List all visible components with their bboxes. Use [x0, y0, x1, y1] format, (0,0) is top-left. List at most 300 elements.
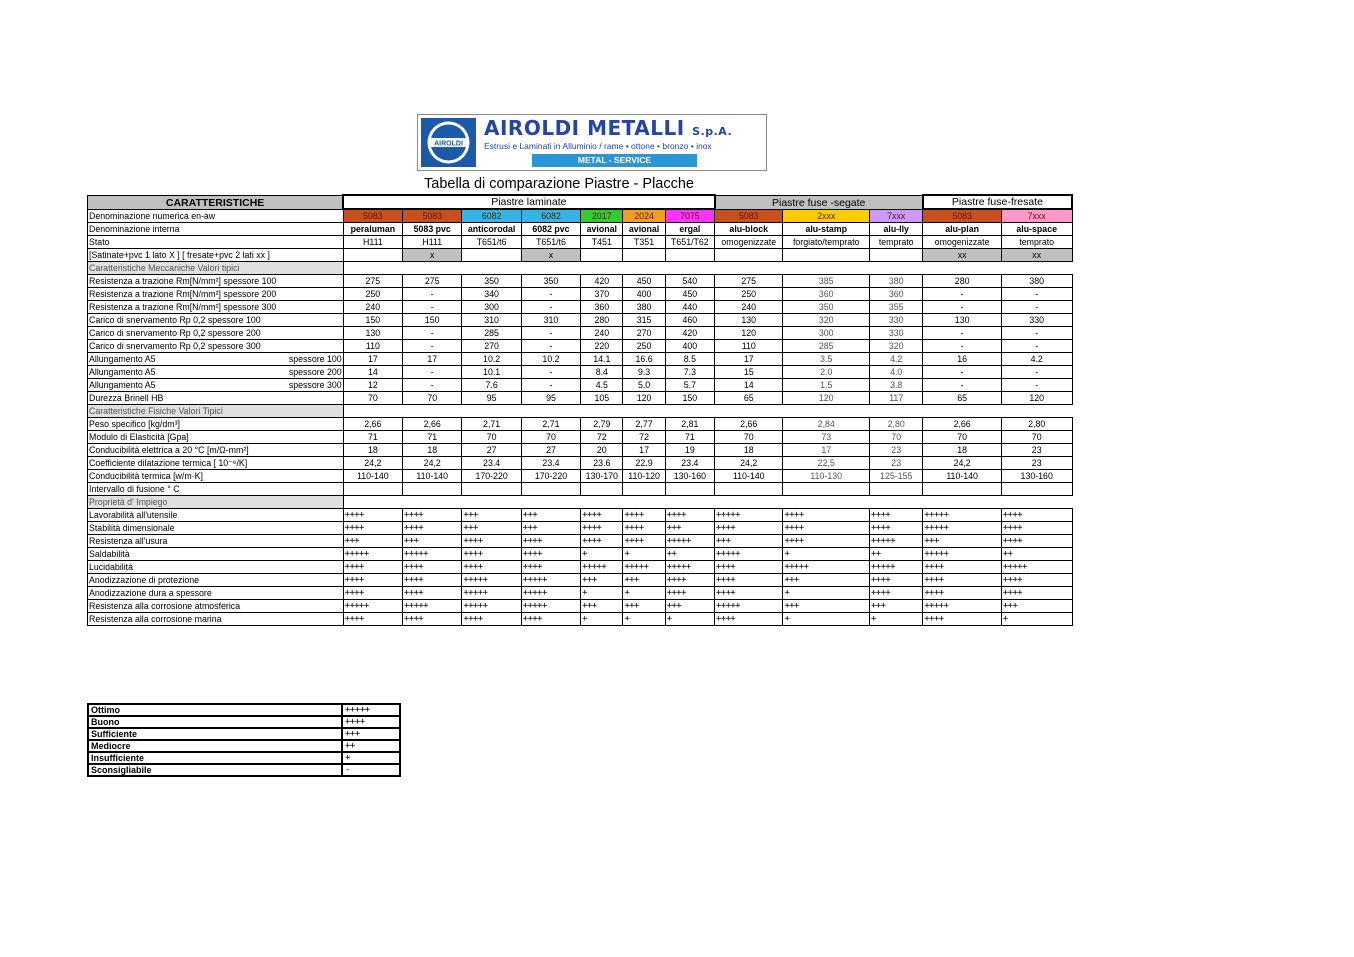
row-label: [88, 431, 344, 444]
cell-fusione-5: [623, 483, 665, 496]
cell-brinell-5: 120: [623, 392, 665, 405]
legend-value: +++++: [342, 704, 400, 716]
logo-emblem-icon: [421, 118, 476, 167]
cell-all100-3: 10.2: [521, 353, 580, 366]
cell-peso-2: 2,71: [462, 418, 521, 431]
cell-corr_a-6: +++: [665, 600, 714, 613]
cell-rm200-1: -: [403, 288, 462, 301]
row-label: [88, 535, 344, 548]
cell-denom_int-0: peraluman: [343, 223, 402, 236]
cell-rp300-2: 270: [462, 340, 521, 353]
cell-peso-9: 2,80: [870, 418, 923, 431]
cell-cond_t-5: 110-120: [623, 470, 665, 483]
row-label-text: Anodizzazione di protezione: [89, 575, 200, 585]
row-label: [88, 314, 344, 327]
cell-cond_t-7: 110-140: [715, 470, 783, 483]
row-label: [88, 470, 344, 483]
cell-satinate-6: [665, 249, 714, 262]
section-label: Caratteristiche Meccaniche Valori tipici: [88, 262, 344, 275]
row-label-text: Peso specifico [kg/dm³]: [89, 419, 180, 429]
cell-sald-7: +++++: [715, 548, 783, 561]
cell-anod_p-11: ++++: [1001, 574, 1072, 587]
cell-rm300-9: 355: [870, 301, 923, 314]
page-title: Tabella di comparazione Piastre - Placche: [424, 176, 694, 192]
cell-usura-9: +++++: [870, 535, 923, 548]
cell-anod_d-2: +++++: [462, 587, 521, 600]
cell-usura-3: ++++: [521, 535, 580, 548]
row-label-text: Lavorabilità all'utensile: [89, 510, 178, 520]
cell-anod_d-0: ++++: [343, 587, 402, 600]
cell-peso-4: 2,79: [581, 418, 623, 431]
cell-rm300-4: 360: [581, 301, 623, 314]
cell-usura-7: +++: [715, 535, 783, 548]
cell-rm200-8: 360: [783, 288, 870, 301]
cell-brinell-2: 95: [462, 392, 521, 405]
cell-dilat-0: 24,2: [343, 457, 402, 470]
cell-anod_d-5: +: [623, 587, 665, 600]
row-stato: [88, 236, 1073, 249]
row-dilat: [88, 457, 1073, 470]
cell-brinell-6: 150: [665, 392, 714, 405]
cell-rm300-11: -: [1001, 301, 1072, 314]
row-label: [88, 366, 344, 379]
logo-company-name: AIROLDI METALLI S.p.A.: [484, 116, 733, 140]
cell-denom_int-6: ergal: [665, 223, 714, 236]
cell-rm100-10: 280: [923, 275, 1002, 288]
cell-anod_p-0: ++++: [343, 574, 402, 587]
cell-stato-7: omogenizzate: [715, 236, 783, 249]
cell-fusione-3: [521, 483, 580, 496]
cell-stato-2: T651/t6: [462, 236, 521, 249]
cell-dilat-8: 22,5: [783, 457, 870, 470]
cell-rp300-8: 285: [783, 340, 870, 353]
row-label-text: Conducibilità termica [w/m·K]: [89, 471, 203, 481]
cell-anod_d-1: ++++: [403, 587, 462, 600]
cell-corr_m-9: +: [870, 613, 923, 626]
cell-rm200-0: 250: [343, 288, 402, 301]
cell-satinate-4: [581, 249, 623, 262]
cell-usura-0: +++: [343, 535, 402, 548]
cell-stato-3: T651/t6: [521, 236, 580, 249]
cell-brinell-10: 65: [923, 392, 1002, 405]
cell-rp100-7: 130: [715, 314, 783, 327]
cell-cond_t-1: 110-140: [403, 470, 462, 483]
row-corr_a: [88, 600, 1073, 613]
cell-denom_int-7: alu-block: [715, 223, 783, 236]
row-label-text: Carico di snervamento Rp 0,2 spessore 100: [89, 315, 261, 325]
cell-dilat-3: 23.4: [521, 457, 580, 470]
cell-corr_a-11: +++: [1001, 600, 1072, 613]
cell-fusione-9: [870, 483, 923, 496]
cell-rp100-3: 310: [521, 314, 580, 327]
cell-usura-5: ++++: [623, 535, 665, 548]
cell-rp100-11: 330: [1001, 314, 1072, 327]
cell-all100-1: 17: [403, 353, 462, 366]
header-caratteristiche: CARATTERISTICHE: [88, 195, 344, 209]
section-label: Proprietà d' Impiego: [88, 496, 344, 509]
cell-cond_t-6: 130-160: [665, 470, 714, 483]
cell-rp200-2: 285: [462, 327, 521, 340]
cell-modulo-3: 70: [521, 431, 580, 444]
cell-cond_t-11: 130-160: [1001, 470, 1072, 483]
row-label: [88, 418, 344, 431]
cell-usura-6: +++++: [665, 535, 714, 548]
row-label: [88, 613, 344, 626]
cell-rp100-10: 130: [923, 314, 1002, 327]
cell-denom_int-8: alu-stamp: [783, 223, 870, 236]
cell-corr_m-4: +: [581, 613, 623, 626]
cell-all300-2: 7.6: [462, 379, 521, 392]
cell-peso-1: 2,66: [403, 418, 462, 431]
cell-peso-8: 2,84: [783, 418, 870, 431]
cell-anod_p-8: +++: [783, 574, 870, 587]
row-corr_m: [88, 613, 1073, 626]
cell-dilat-5: 22.9: [623, 457, 665, 470]
cell-brinell-9: 117: [870, 392, 923, 405]
cell-cond_t-0: 110-140: [343, 470, 402, 483]
cell-cond_t-3: 170-220: [521, 470, 580, 483]
cell-denom_int-5: avional: [623, 223, 665, 236]
cell-modulo-8: 73: [783, 431, 870, 444]
cell-rm100-5: 450: [623, 275, 665, 288]
cell-all100-8: 3.5: [783, 353, 870, 366]
cell-satinate-5: [623, 249, 665, 262]
cell-dilat-11: 23: [1001, 457, 1072, 470]
cell-lucid-11: +++++: [1001, 561, 1072, 574]
cell-rm200-5: 400: [623, 288, 665, 301]
row-denom_int: [88, 223, 1073, 236]
cell-anod_d-10: ++++: [923, 587, 1002, 600]
cell-modulo-4: 72: [581, 431, 623, 444]
row-label: [88, 548, 344, 561]
cell-rm300-5: 380: [623, 301, 665, 314]
row-label-text: Denominazione numerica en-aw: [89, 210, 216, 221]
row-rp200: [88, 327, 1073, 340]
cell-all300-7: 14: [715, 379, 783, 392]
cell-corr_m-3: ++++: [521, 613, 580, 626]
cell-rm200-2: 340: [462, 288, 521, 301]
legend-row: [88, 716, 400, 728]
section-spacer: [343, 405, 1072, 418]
header-group-fuse-segate: Piastre fuse -segate: [715, 195, 923, 209]
cell-rm300-7: 240: [715, 301, 783, 314]
cell-lucid-2: ++++: [462, 561, 521, 574]
row-cond_t: [88, 470, 1073, 483]
cell-cond_t-9: 125-155: [870, 470, 923, 483]
cell-stato-0: H111: [343, 236, 402, 249]
cell-corr_m-6: +: [665, 613, 714, 626]
cell-rp300-1: -: [403, 340, 462, 353]
cell-denom_num-7: 5083: [715, 209, 783, 223]
row-modulo: [88, 431, 1073, 444]
cell-all200-0: 14: [343, 366, 402, 379]
row-label-text: Allungamento A5: [89, 367, 156, 377]
row-rm100: [88, 275, 1073, 288]
cell-cond_el-6: 19: [665, 444, 714, 457]
cell-stab-0: ++++: [343, 522, 402, 535]
cell-lav-8: ++++: [783, 509, 870, 522]
row-anod_d: [88, 587, 1073, 600]
cell-all200-3: -: [521, 366, 580, 379]
row-label-text: Allungamento A5: [89, 380, 156, 390]
cell-modulo-5: 72: [623, 431, 665, 444]
cell-rm300-3: -: [521, 301, 580, 314]
row-label: [88, 457, 344, 470]
cell-usura-1: +++: [403, 535, 462, 548]
cell-cond_t-10: 110-140: [923, 470, 1002, 483]
cell-lucid-9: +++++: [870, 561, 923, 574]
cell-lucid-5: +++++: [623, 561, 665, 574]
legend-row: [88, 704, 400, 716]
row-label: [88, 340, 344, 353]
cell-usura-11: ++++: [1001, 535, 1072, 548]
logo-mark-text: AIROLDI: [434, 140, 463, 148]
cell-all100-2: 10.2: [462, 353, 521, 366]
cell-dilat-7: 24,2: [715, 457, 783, 470]
row-cond_el: [88, 444, 1073, 457]
legend-label: Sufficiente: [88, 728, 342, 740]
cell-fusione-2: [462, 483, 521, 496]
cell-rp300-9: 320: [870, 340, 923, 353]
cell-anod_d-4: +: [581, 587, 623, 600]
row-label: [88, 301, 344, 314]
cell-brinell-8: 120: [783, 392, 870, 405]
cell-rp200-1: -: [403, 327, 462, 340]
cell-denom_num-8: 2xxx: [783, 209, 870, 223]
cell-all200-11: -: [1001, 366, 1072, 379]
cell-all100-0: 17: [343, 353, 402, 366]
cell-dilat-1: 24,2: [403, 457, 462, 470]
cell-rp100-8: 320: [783, 314, 870, 327]
cell-rp200-4: 240: [581, 327, 623, 340]
row-label: [88, 483, 344, 496]
cell-cond_el-0: 18: [343, 444, 402, 457]
cell-stab-4: ++++: [581, 522, 623, 535]
cell-lav-10: +++++: [923, 509, 1002, 522]
cell-anod_p-10: ++++: [923, 574, 1002, 587]
cell-rp300-10: -: [923, 340, 1002, 353]
row-label-text: Conducibilità elettrica a 20 °C [m/Ω-mm²]: [89, 445, 249, 455]
cell-modulo-2: 70: [462, 431, 521, 444]
cell-all200-9: 4.0: [870, 366, 923, 379]
row-peso: [88, 418, 1073, 431]
legend-value: ++: [342, 740, 400, 752]
header-group-fuse-fresate: Piastre fuse-fresate: [923, 195, 1072, 209]
row-label: [88, 327, 344, 340]
cell-denom_int-10: alu-plan: [923, 223, 1002, 236]
cell-anod_d-9: ++++: [870, 587, 923, 600]
cell-corr_m-10: ++++: [923, 613, 1002, 626]
cell-all300-9: 3.8: [870, 379, 923, 392]
cell-cond_t-8: 110-130: [783, 470, 870, 483]
cell-anod_p-2: +++++: [462, 574, 521, 587]
legend-value: ++++: [342, 716, 400, 728]
cell-rm300-0: 240: [343, 301, 402, 314]
cell-satinate-1: x: [403, 249, 462, 262]
row-label: [88, 574, 344, 587]
cell-lucid-3: ++++: [521, 561, 580, 574]
row-label: [88, 353, 344, 366]
cell-lav-5: ++++: [623, 509, 665, 522]
cell-anod_p-5: +++: [623, 574, 665, 587]
header-row: [88, 195, 1073, 209]
cell-stato-11: temprato: [1001, 236, 1072, 249]
cell-rp200-0: 130: [343, 327, 402, 340]
cell-peso-7: 2,66: [715, 418, 783, 431]
cell-denom_num-2: 6082: [462, 209, 521, 223]
cell-fusione-8: [783, 483, 870, 496]
cell-denom_num-10: 5083: [923, 209, 1002, 223]
cell-satinate-2: [462, 249, 521, 262]
cell-all200-6: 7.3: [665, 366, 714, 379]
row-label-text: Resistenza all'usura: [89, 536, 168, 546]
cell-lucid-6: +++++: [665, 561, 714, 574]
cell-cond_el-2: 27: [462, 444, 521, 457]
cell-brinell-4: 105: [581, 392, 623, 405]
cell-fusione-4: [581, 483, 623, 496]
cell-corr_m-1: ++++: [403, 613, 462, 626]
cell-brinell-1: 70: [403, 392, 462, 405]
row-all100: [88, 353, 1073, 366]
cell-fusione-7: [715, 483, 783, 496]
cell-cond_el-5: 17: [623, 444, 665, 457]
cell-all100-10: 16: [923, 353, 1002, 366]
row-fusione: [88, 483, 1073, 496]
section-spacer: [343, 496, 1072, 509]
legend-row: [88, 740, 400, 752]
cell-cond_el-9: 23: [870, 444, 923, 457]
row-all300: [88, 379, 1073, 392]
row-label: [88, 600, 344, 613]
cell-rm200-9: 360: [870, 288, 923, 301]
cell-lucid-7: ++++: [715, 561, 783, 574]
cell-all200-1: -: [403, 366, 462, 379]
cell-stab-7: ++++: [715, 522, 783, 535]
cell-denom_int-2: anticorodal: [462, 223, 521, 236]
cell-rp100-1: 150: [403, 314, 462, 327]
section-row: [88, 496, 1073, 509]
row-denom_num: [88, 209, 1073, 223]
cell-corr_m-11: +: [1001, 613, 1072, 626]
cell-anod_d-11: ++++: [1001, 587, 1072, 600]
legend-table: [87, 703, 401, 777]
cell-sald-6: ++: [665, 548, 714, 561]
cell-stab-9: ++++: [870, 522, 923, 535]
cell-stato-4: T451: [581, 236, 623, 249]
row-label: [88, 249, 344, 262]
row-all200: [88, 366, 1073, 379]
row-rp100: [88, 314, 1073, 327]
cell-corr_m-8: +: [783, 613, 870, 626]
cell-cond_el-8: 17: [783, 444, 870, 457]
cell-anod_p-4: +++: [581, 574, 623, 587]
cell-brinell-7: 65: [715, 392, 783, 405]
cell-dilat-2: 23.4: [462, 457, 521, 470]
cell-denom_num-6: 7075: [665, 209, 714, 223]
cell-rm100-2: 350: [462, 275, 521, 288]
cell-rm300-10: -: [923, 301, 1002, 314]
cell-denom_int-1: 5083 pvc: [403, 223, 462, 236]
cell-denom_int-9: alu-lly: [870, 223, 923, 236]
cell-sald-5: +: [623, 548, 665, 561]
section-label: Caratteristiche Fisiche Valori Tipici: [88, 405, 344, 418]
cell-stato-8: forgiato/temprato: [783, 236, 870, 249]
cell-rp200-8: 300: [783, 327, 870, 340]
cell-rm200-4: 370: [581, 288, 623, 301]
comparison-table: [87, 194, 1073, 626]
row-label: [88, 522, 344, 535]
cell-anod_p-1: ++++: [403, 574, 462, 587]
cell-anod_d-8: +: [783, 587, 870, 600]
cell-all300-8: 1.5: [783, 379, 870, 392]
cell-rm100-8: 385: [783, 275, 870, 288]
cell-rm100-7: 275: [715, 275, 783, 288]
cell-corr_a-7: +++++: [715, 600, 783, 613]
cell-modulo-7: 70: [715, 431, 783, 444]
cell-corr_a-8: +++: [783, 600, 870, 613]
cell-rp100-0: 150: [343, 314, 402, 327]
cell-cond_el-10: 18: [923, 444, 1002, 457]
cell-all300-11: -: [1001, 379, 1072, 392]
row-label: [88, 379, 344, 392]
row-label-text: Resistenza a trazione Rm[N/mm²] spessore 200: [89, 289, 277, 299]
cell-denom_num-9: 7xxx: [870, 209, 923, 223]
row-label-text: Resistenza a trazione Rm[N/mm²] spessore 100: [89, 276, 277, 286]
cell-usura-8: ++++: [783, 535, 870, 548]
cell-corr_a-3: +++++: [521, 600, 580, 613]
cell-usura-10: +++: [923, 535, 1002, 548]
legend-row: [88, 752, 400, 764]
cell-stato-9: temprato: [870, 236, 923, 249]
cell-cond_el-1: 18: [403, 444, 462, 457]
cell-fusione-0: [343, 483, 402, 496]
cell-satinate-0: [343, 249, 402, 262]
cell-fusione-10: [923, 483, 1002, 496]
cell-anod_p-6: ++++: [665, 574, 714, 587]
cell-stab-6: +++: [665, 522, 714, 535]
row-label: [88, 236, 344, 249]
cell-brinell-3: 95: [521, 392, 580, 405]
cell-modulo-6: 71: [665, 431, 714, 444]
cell-dilat-9: 23: [870, 457, 923, 470]
cell-peso-10: 2,66: [923, 418, 1002, 431]
row-label-text: [Satinate+pvc 1 lato X ] [ fresate+pvc 2 lati xx ]: [89, 250, 270, 260]
cell-lucid-1: ++++: [403, 561, 462, 574]
cell-fusione-6: [665, 483, 714, 496]
cell-rm300-2: 300: [462, 301, 521, 314]
cell-rm200-10: -: [923, 288, 1002, 301]
cell-stato-1: H111: [403, 236, 462, 249]
row-label-text: Durezza Brinell HB: [89, 393, 164, 403]
cell-peso-3: 2,71: [521, 418, 580, 431]
cell-denom_int-3: 6082 pvc: [521, 223, 580, 236]
row-label-text: Denominazione interna: [89, 224, 180, 234]
row-label-text: Resistenza alla corrosione atmosferica: [89, 601, 241, 611]
section-row: [88, 405, 1073, 418]
cell-all300-10: -: [923, 379, 1002, 392]
cell-rp200-7: 120: [715, 327, 783, 340]
legend-label: Ottimo: [88, 704, 342, 716]
cell-all300-1: -: [403, 379, 462, 392]
cell-stab-11: ++++: [1001, 522, 1072, 535]
row-label-text: Coefficiente dilatazione termica [ 10⁻⁶/K]: [89, 458, 248, 468]
cell-usura-2: ++++: [462, 535, 521, 548]
cell-corr_m-5: +: [623, 613, 665, 626]
cell-rm100-6: 540: [665, 275, 714, 288]
cell-peso-11: 2,80: [1001, 418, 1072, 431]
legend-label: Insufficiente: [88, 752, 342, 764]
cell-rp100-4: 280: [581, 314, 623, 327]
